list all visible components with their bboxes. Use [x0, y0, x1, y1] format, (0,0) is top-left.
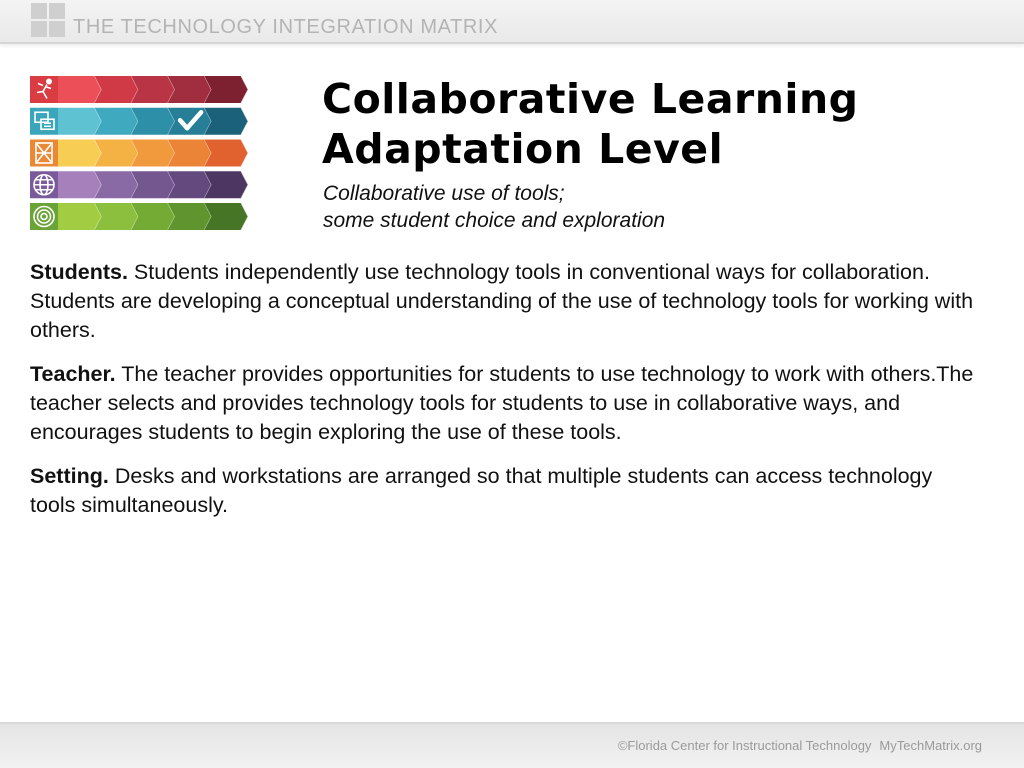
setting-paragraph [30, 462, 980, 520]
header-title: THE TECHNOLOGY INTEGRATION MATRIX [73, 16, 499, 38]
matrix-cell [58, 76, 102, 103]
matrix-row [30, 203, 248, 230]
students-label: Students. [30, 260, 128, 284]
teacher-label: Teacher. [30, 362, 116, 386]
teacher-text: The teacher provides opportunities for students to use technology to work with others.The teacher selects and provides technology tools for students to use in collaborative ways, and encourages students to begin exploring the use of these tools. [30, 362, 974, 444]
title-line-1: Collaborative Learning [322, 75, 859, 123]
page-subtitle [323, 180, 665, 234]
title-line-2: Adaptation Level [322, 125, 724, 173]
matrix-cell [58, 108, 102, 135]
setting-text: Desks and workstations are arranged so that multiple students can access technology tools simultaneously. [30, 464, 933, 517]
matrix-row [30, 140, 248, 167]
site-link[interactable]: MyTechMatrix.org [879, 738, 982, 753]
matrix-cell [58, 140, 102, 167]
matrix-row [30, 171, 248, 198]
matrix-graphic [30, 76, 258, 230]
matrix-row [30, 76, 248, 103]
copyright-text: ©Florida Center for Instructional Technology [617, 738, 872, 753]
footer-bar [0, 722, 1024, 768]
matrix-row [30, 108, 248, 135]
footer-credits [618, 738, 982, 753]
matrix-cell [58, 203, 102, 230]
subtitle-line-2: some student choice and exploration [323, 209, 666, 232]
students-paragraph [30, 258, 980, 345]
teacher-paragraph [30, 360, 980, 447]
matrix-cell [58, 171, 102, 198]
students-text: Students independently use technology tools in conventional ways for collaboration. Students are developing a conceptual understanding of the use of technology tools for working with others. [30, 260, 974, 342]
header-bar [0, 0, 1024, 44]
subtitle-line-1: Collaborative use of tools; [323, 182, 565, 205]
level-description [30, 258, 980, 535]
setting-label: Setting. [30, 464, 109, 488]
page-title [322, 74, 859, 174]
tim-logo-icon [31, 3, 65, 39]
